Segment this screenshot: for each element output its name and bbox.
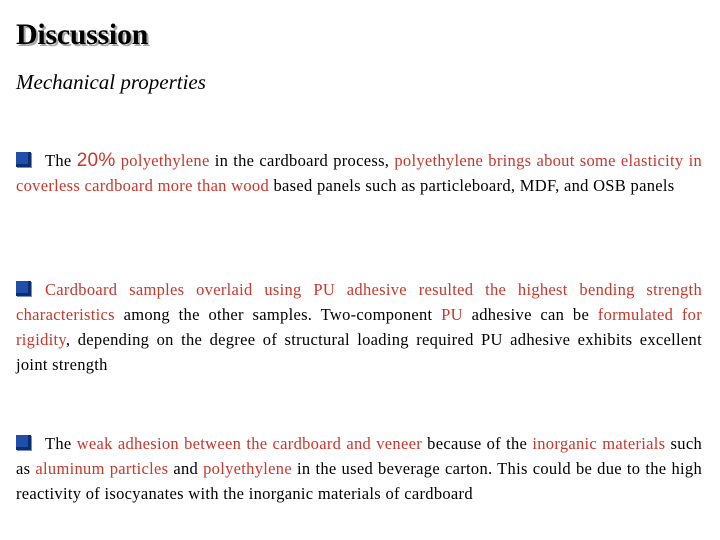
- text-segment: , depending on the degree of structural loading required PU adhesive exhibits excellent joint strength: [16, 330, 702, 374]
- text-segment: PU: [441, 305, 463, 324]
- bullet-paragraph-1: [16, 148, 702, 198]
- text-segment: The: [45, 151, 77, 170]
- bullet-text-1: [16, 151, 702, 195]
- bullet-paragraph-2: [16, 277, 702, 377]
- square-bullet-icon: [16, 435, 31, 450]
- text-segment: polyethylene: [115, 151, 210, 170]
- text-segment: in the cardboard process,: [209, 151, 395, 170]
- text-segment: based panels such as particleboard, MDF, and OSB panels: [269, 176, 675, 195]
- text-segment: The: [45, 434, 77, 453]
- bullet-text-3: [16, 434, 702, 503]
- text-segment: formulated for rigidity: [16, 305, 703, 349]
- text-segment: and: [168, 459, 204, 478]
- square-bullet-icon: [16, 281, 31, 296]
- text-segment: Cardboard samples overlaid using PU adhesive resulted the highest bending strength characteristics: [16, 280, 702, 324]
- slide-subtitle: Mechanical properties: [16, 70, 206, 94]
- text-segment: weak adhesion between the cardboard and veneer: [76, 434, 422, 453]
- bullet-paragraph-3: [16, 431, 702, 506]
- text-segment: 20%: [76, 150, 116, 171]
- slide-title: Discussion: [16, 18, 149, 51]
- text-segment: because of the: [422, 434, 533, 453]
- square-bullet-icon: [16, 152, 31, 167]
- bullet-text-2: [16, 280, 702, 374]
- text-segment: among the other samples. Two-component: [114, 305, 442, 324]
- text-segment: such as: [16, 434, 702, 478]
- text-segment: adhesive can be: [462, 305, 598, 324]
- text-segment: polyethylene: [203, 459, 292, 478]
- text-segment: in the used beverage carton. This could be due to the high reactivity of isocyanates with the inorganic materials of cardboard: [16, 459, 702, 503]
- text-segment: polyethylene brings about some elasticity in coverless cardboard more than wood: [16, 151, 703, 195]
- text-segment: aluminum particles: [35, 459, 169, 478]
- text-segment: inorganic materials: [532, 434, 666, 453]
